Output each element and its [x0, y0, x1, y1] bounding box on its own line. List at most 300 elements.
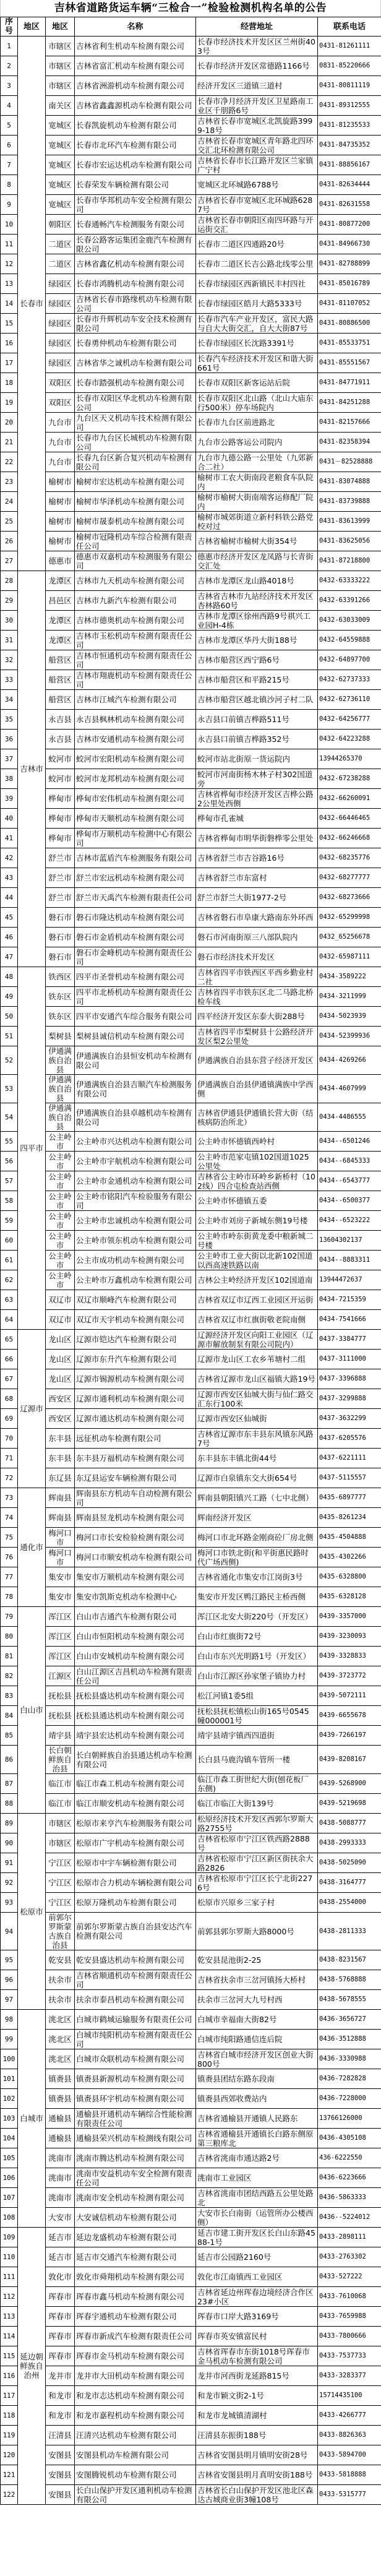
institution-name: 东丰县万福机动车检测有限公司 [75, 1449, 196, 1468]
table-row [1, 1409, 381, 1429]
institution-address: 吉林省舒兰市吉谷路16号 [196, 848, 318, 868]
row-index: 103 [1, 2109, 18, 2129]
institution-address: 吉林省松原市宁江区铁西路2888号 [196, 1833, 318, 1853]
institution-phone: 0433-5894700 [318, 2445, 381, 2465]
institution-address: 蛟河市河南街杨木林子村302国道旁 [196, 769, 318, 789]
institution-address: 松原市兴原乡三家子村 [196, 1893, 318, 1913]
institution-phone: 13766126000 [318, 2109, 381, 2129]
district-cell: 梨树县 [46, 1027, 75, 1046]
row-index: 80 [1, 1627, 18, 1647]
institution-phone: 0435-6328128 [318, 1587, 381, 1607]
district-cell: 通榆县 [46, 2129, 75, 2148]
institution-address: 吉林省辽源市龙山区福镇大路19号 [196, 1369, 318, 1389]
table-row [1, 2426, 381, 2445]
institution-address: 桦甸市孔雀城 [196, 809, 318, 829]
institution-name: 通榆县开通机动车辆综合性能检测有限责任公司 [75, 2109, 196, 2129]
institution-name: 临江市森工机动车检测有限公司 [75, 1774, 196, 1794]
header-phone: 联系电话 [318, 17, 381, 37]
table-row [1, 1774, 381, 1794]
institution-name: 双辽市顺峰汽车检测有限公司 [75, 1290, 196, 1310]
table-row [1, 373, 381, 393]
district-cell: 宽城区 [46, 136, 75, 155]
table-row [1, 2346, 381, 2366]
row-index: 47 [1, 947, 18, 967]
row-index: 96 [1, 1970, 18, 1990]
district-cell: 桦甸市 [46, 809, 75, 829]
institution-phone: 0431-80877200 [318, 215, 381, 235]
institution-address: 松江河镇1委5组 [196, 1686, 318, 1706]
institution-phone: 0439-5219698 [318, 1794, 381, 1814]
district-cell: 宽城区 [46, 195, 75, 215]
institution-phone: 436-6222550 [318, 2148, 381, 2168]
row-index: 82 [1, 1666, 18, 1686]
institution-address: 宽城区北环城路6788号 [196, 175, 318, 195]
institution-name: 长春公路客运集团金鹿汽车检测有限公司 [75, 235, 196, 254]
table-row [1, 1389, 381, 1409]
institution-address: 榆树市榆树大街南端客运修配厂院内 [196, 492, 318, 512]
table-row [1, 1350, 381, 1369]
institution-address: 吉林市龙潭区龙山路4018号 [196, 571, 318, 591]
district-cell: 公主岭市 [46, 1191, 75, 1211]
district-cell: 市辖区 [46, 1814, 75, 1833]
district-cell: 公主岭市 [46, 1251, 75, 1270]
institution-address: 洮南市工业园区 [196, 2168, 318, 2188]
institution-name: 长春市九台区长城机动车检测有限公司 [75, 433, 196, 452]
institution-address: 靖宇县靖宇镇西四道街 [196, 1726, 318, 1746]
row-index: 7 [1, 155, 18, 175]
institution-address: 和龙市龙城镇清湖村 [196, 2406, 318, 2426]
institution-name: 吉林市江城汽车检测有限公司 [75, 690, 196, 710]
institution-phone: 0436-6223666 [318, 2168, 381, 2188]
table-row [1, 155, 381, 175]
institution-name: 汪清兴达机动车检测有限公司 [75, 2426, 196, 2445]
district-cell: 集安市 [46, 1567, 75, 1587]
district-cell: 铁东区 [46, 1007, 75, 1027]
row-index: 10 [1, 215, 18, 235]
institution-phone: 0433-7659988 [318, 2307, 381, 2327]
institution-phone: 0433-5315777 [318, 2485, 381, 2505]
institution-name: 蛟河市龙邦机动车检测有限公司 [75, 769, 196, 789]
institution-address: 公主岭市范家屯镇102国道1025公里处 [196, 1152, 318, 1171]
institution-name: 九台区天义机动车技术检测有限公司 [75, 413, 196, 433]
table-row [1, 433, 381, 452]
table-row [1, 730, 381, 749]
table-row [1, 314, 381, 334]
district-cell: 安图县 [46, 2485, 75, 2505]
row-index: 41 [1, 829, 18, 848]
institution-address: 伊通满族自治县伊通镇满族中学西侧 [196, 1075, 318, 1103]
institution-name: 长春市宏运达机动车检测有限公司 [75, 155, 196, 175]
district-cell: 珲春市 [46, 2307, 75, 2327]
institution-phone: 0436-3330988 [318, 2049, 381, 2069]
institution-phone: 0436-4305108 [318, 2129, 381, 2148]
row-index: 62 [1, 1270, 18, 1290]
row-index: 30 [1, 611, 18, 631]
institution-name: 大安诚信机动车检测有限公司 [75, 2208, 196, 2228]
institution-name: 前郭尔罗斯蒙古族自治县安达汽车检测有限公司 [75, 1913, 196, 1950]
table-row [1, 274, 381, 294]
institution-name: 洮南市安全机动车检测有限公司 [75, 2188, 196, 2208]
institution-name: 松原市来亨汽车检测服务有限公司 [75, 1814, 196, 1833]
institution-name: 松原万隆机动车检测有限公司 [75, 1893, 196, 1913]
district-cell: 宽城区 [46, 155, 75, 175]
table-row [1, 670, 381, 690]
district-cell: 桦甸市 [46, 789, 75, 809]
institution-phone: 0431-88856167 [318, 155, 381, 175]
institution-name: 辽源市锡源机动车检测有限公司 [75, 1369, 196, 1389]
table-row [1, 888, 381, 908]
institution-address: 长春市二道区长吉公路北线零公里 [196, 254, 318, 274]
table-row [1, 1853, 381, 1873]
table-row [1, 611, 381, 631]
institution-address: 辉南县朝阳镇兴工路（七中北侧） [196, 1488, 318, 1508]
row-index: 38 [1, 769, 18, 789]
institution-name: 白山市安城机动车检测有限公司 [75, 1647, 196, 1666]
institution-address: 长春市二道区四通路20号 [196, 235, 318, 254]
institution-phone: 0434-4269266 [318, 1046, 381, 1075]
district-cell: 二道区 [46, 254, 75, 274]
institution-address: 白城市幸福南大街82号 [196, 2010, 318, 2030]
institution-address: 前郭县郭尔罗斯大路8000号 [196, 1913, 318, 1950]
institution-phone: 15714435100 [318, 2386, 381, 2406]
institution-address: 珲春市英安镇富民村 [196, 2327, 318, 2346]
table-header-row [1, 17, 381, 37]
row-index: 88 [1, 1794, 18, 1814]
institution-address: 大安市长白南街（运管所办公楼西侧） [196, 2208, 318, 2228]
institution-name: 蛟河市宏阳机动车检测有限公司 [75, 749, 196, 769]
institution-name: 双辽市天宇机动车检测有限公司 [75, 1310, 196, 1330]
institution-phone: 0435-6328800 [318, 1567, 381, 1587]
institution-phone: 0431-81107052 [318, 294, 381, 314]
institution-name: 长春市升辉机动车安全技术检测有限公司 [75, 314, 196, 334]
institution-name: 吉林市安通机动车检测有限公司 [75, 730, 196, 749]
institution-address: 延吉市建工街开发区长白山东路4588-1号 [196, 2228, 318, 2247]
city-cell: 通化市 [18, 1488, 46, 1607]
table-row [1, 1990, 381, 2010]
institution-address: 长春市绿园区西新镇民丰村四社 [196, 274, 318, 294]
institution-phone: 0432-65987111 [318, 947, 381, 967]
table-row [1, 2327, 381, 2346]
institution-address: 长春市九台区前进路北 [196, 413, 318, 433]
institution-phone: 0435-4504888 [318, 1528, 381, 1548]
district-cell: 镇赉县 [46, 2069, 75, 2089]
institution-phone: 0437-6221111 [318, 1449, 381, 1468]
table-row [1, 1686, 381, 1706]
table-body [1, 37, 381, 2505]
institution-phone: 0437-6205576 [318, 1429, 381, 1449]
institution-phone: 0431-85551567 [318, 353, 381, 373]
row-index: 95 [1, 1950, 18, 1970]
institution-address: 长春汽车经济技术开发区和谐大街661号 [196, 353, 318, 373]
institution-name: 磐石市金盾机动车检测有限公司 [75, 928, 196, 947]
institution-name: 辽源市铠达汽车检测有限公司 [75, 1330, 196, 1350]
row-index: 68 [1, 1389, 18, 1409]
table-row [1, 2366, 381, 2386]
table-row [1, 829, 381, 848]
institution-address: 九台市公路客运公司院内 [196, 433, 318, 452]
institution-name: 公主岭市领东机动车检测有限公司 [75, 1231, 196, 1251]
institution-phone: 0438-3164777 [318, 1873, 381, 1893]
institution-address: 榆树市工农大街南段老粮食车队院内 [196, 472, 318, 492]
table-row [1, 413, 381, 433]
institution-address: 长春市绿园区皓月大路5333号 [196, 294, 318, 314]
table-row [1, 1913, 381, 1950]
district-cell: 集安市 [46, 1587, 75, 1607]
institution-phone: 0831-85220666 [318, 56, 381, 76]
institution-phone: 13604302137 [318, 1231, 381, 1251]
institution-name: 集安市凯斯克机动车检测中心 [75, 1587, 196, 1607]
institution-name: 临江市顺安机动车检测有限公司 [75, 1794, 196, 1814]
institution-phone: 0439-7266197 [318, 1726, 381, 1746]
institution-address: 敦化市江南镇西工业园区 [196, 2267, 318, 2287]
institution-phone: 0434-4607999 [318, 1075, 381, 1103]
district-cell: 浑江区 [46, 1647, 75, 1666]
institution-address: 吉林省延边州珲春边境经济合作区23#小区 [196, 2287, 318, 2307]
institution-name: 吉林省富汇机动车检测有限公司 [75, 56, 196, 76]
row-index: 119 [1, 2426, 18, 2445]
institution-name: 吉林省长春市路缘机动车检测有限公司 [75, 294, 196, 314]
table-row [1, 710, 381, 730]
institution-address: 吉林省桦甸市经济开发区吉桦公路2公里处西侧 [196, 789, 318, 809]
institution-phone: 0431-82634444 [318, 175, 381, 195]
table-row [1, 571, 381, 591]
institution-phone: 0433-5818888 [318, 2465, 381, 2485]
district-cell: 长白朝鲜族自治县 [46, 1746, 75, 1774]
institution-name: 延边龙盛机动车检测有限公司 [75, 2228, 196, 2247]
table-row [1, 294, 381, 314]
row-index: 43 [1, 868, 18, 888]
table-row [1, 512, 381, 532]
district-cell: 永吉县 [46, 710, 75, 730]
row-index: 1 [1, 37, 18, 56]
institution-name: 公主岭市宇航机动车检测有限公司 [75, 1152, 196, 1171]
row-index: 44 [1, 888, 18, 908]
institution-phone: 0432_65256678 [318, 928, 381, 947]
row-index: 48 [1, 967, 18, 987]
institution-name: 吉林市翔鹿机动车检测有限责任公司 [75, 670, 196, 690]
row-index: 66 [1, 1350, 18, 1369]
district-cell: 市辖区 [46, 37, 75, 56]
institution-phone: 0433-3283377 [318, 2366, 381, 2386]
table-row [1, 2069, 381, 2089]
row-index: 111 [1, 2267, 18, 2287]
row-index: 97 [1, 1990, 18, 2010]
institution-phone: 0439-3230093 [318, 1627, 381, 1647]
table-row [1, 492, 381, 512]
district-cell: 龙山区 [46, 1330, 75, 1350]
row-index: 29 [1, 591, 18, 611]
district-cell: 九台市 [46, 452, 75, 472]
institution-phone: 0433-7800666 [318, 2327, 381, 2346]
institution-phone: 0437-3299888 [318, 1389, 381, 1409]
district-cell: 临江市 [46, 1774, 75, 1794]
institution-name: 珲春市鑫马机动车检测有限公司 [75, 2287, 196, 2307]
institution-phone: 0431-89312555 [318, 96, 381, 116]
row-index: 91 [1, 1853, 18, 1873]
city-cell: 白山市 [18, 1607, 46, 1814]
district-cell: 南关区 [46, 96, 75, 116]
district-cell: 船营区 [46, 670, 75, 690]
institution-address: 吉林省长春市宽城区青年路北四环交汇北环检测有限公司 [196, 136, 318, 155]
row-index: 84 [1, 1706, 18, 1726]
district-cell: 公主岭市 [46, 1270, 75, 1290]
table-row [1, 1833, 381, 1853]
district-cell: 伊通满族自治县 [46, 1046, 75, 1075]
row-index: 69 [1, 1409, 18, 1429]
table-row [1, 1794, 381, 1814]
district-cell: 磐石市 [46, 908, 75, 928]
district-cell: 榆树市 [46, 472, 75, 492]
row-index: 12 [1, 254, 18, 274]
institution-phone: 0438-5768888 [318, 1970, 381, 1990]
row-index: 31 [1, 631, 18, 650]
institution-phone: 0438-2811333 [318, 1913, 381, 1950]
institution-name: 公主岭市兴达机动车检测有限公司 [75, 1132, 196, 1152]
institution-phone: 0431-80811119 [318, 76, 381, 96]
institution-name: 吉林省洲游机动车检测有限公司 [75, 76, 196, 96]
institution-phone: 0431-87218800 [318, 551, 381, 571]
row-index: 15 [1, 314, 18, 334]
district-cell: 双辽市 [46, 1290, 75, 1310]
table-row [1, 1666, 381, 1686]
table-row [1, 650, 381, 670]
row-index: 36 [1, 730, 18, 749]
district-cell: 龙潭区 [46, 631, 75, 650]
institution-phone: 0431-82631558 [318, 195, 381, 215]
institution-address: 吉林省四平市铁西区平西乡勤业村二社 [196, 967, 318, 987]
institution-phone: 0435-6897777 [318, 1488, 381, 1508]
institution-phone: 0434-4486555 [318, 1103, 381, 1132]
institution-phone: 0432-64223288 [318, 730, 381, 749]
district-cell: 双阳区 [46, 373, 75, 393]
header-name: 名称 [75, 17, 196, 37]
institution-address: 吉林省双辽市辽西工业园区开运街 [196, 1290, 318, 1310]
district-cell: 双辽市 [46, 1310, 75, 1330]
row-index: 27 [1, 551, 18, 571]
institution-name: 龙井市大田机动车检测有限公司 [75, 2366, 196, 2386]
institution-name: 安图腾锐机动车检测有限公司 [75, 2465, 196, 2485]
institution-address: 松原经济技术开发区西郭尔罗斯大路2755号 [196, 1814, 318, 1833]
institution-phone: 0432-67238288 [318, 769, 381, 789]
institution-name: 白山市恒阳机动车检测有限公司 [75, 1627, 196, 1647]
institution-phone: 0438-2554000 [318, 1893, 381, 1913]
table-row [1, 1746, 381, 1774]
institution-name: 抚松县盛达机动车检测有限公司 [75, 1686, 196, 1706]
institution-name: 乾安县盛达机动车检测有限公司 [75, 1950, 196, 1970]
institution-address: 磐石市河南街原三八部队院内 [196, 928, 318, 947]
institution-phone: 0438-5025090 [318, 1853, 381, 1873]
district-cell: 洮南市 [46, 2188, 75, 2208]
institution-name: 舒兰市天禹汽车检测有限责任公司 [75, 888, 196, 908]
table-row [1, 1251, 381, 1270]
table-row [1, 2485, 381, 2505]
institution-name: 长春凯旋机动车检测有限公司 [75, 116, 196, 136]
institution-name: 榆树市冠隆机动车综合检测有限责任公司 [75, 532, 196, 551]
row-index: 33 [1, 670, 18, 690]
table-row [1, 532, 381, 551]
institution-phone: 0435-4302266 [318, 1548, 381, 1567]
district-cell: 大安市 [46, 2208, 75, 2228]
table-row [1, 947, 381, 967]
row-index: 114 [1, 2327, 18, 2346]
district-cell: 昌邑区 [46, 591, 75, 611]
institution-address: 吉林省通榆县开通镇长白路东侧原第三粮库北 [196, 2129, 318, 2148]
district-cell: 铁西区 [46, 967, 75, 987]
row-index: 94 [1, 1913, 18, 1950]
row-index: 49 [1, 987, 18, 1007]
district-cell: 浑江区 [46, 1627, 75, 1647]
institution-phone: 0437-3111000 [318, 1350, 381, 1369]
institution-address: 白山市红旗街72号 [196, 1627, 318, 1647]
table-row [1, 2228, 381, 2247]
row-index: 58 [1, 1191, 18, 1211]
institution-address: 梅河口市铁北街(和平街惠民路时代广场西侧) [196, 1548, 318, 1567]
institution-address: 长春市汽车产业开发区，富民大路与自大大街交汇，自大大街87号 [196, 314, 318, 334]
district-cell: 东丰县 [46, 1429, 75, 1449]
district-cell: 扶余市 [46, 1970, 75, 1990]
table-row [1, 1231, 381, 1251]
row-index: 78 [1, 1587, 18, 1607]
institution-phone: 13944265370 [318, 749, 381, 769]
institution-phone: 0437-3384777 [318, 1330, 381, 1350]
table-row [1, 2049, 381, 2069]
row-index: 18 [1, 373, 18, 393]
row-index: 4 [1, 96, 18, 116]
institution-name: 长春勇仲机动车检测有限公司 [75, 334, 196, 353]
table-row [1, 1814, 381, 1833]
row-index: 37 [1, 749, 18, 769]
row-index: 92 [1, 1873, 18, 1893]
row-index: 59 [1, 1211, 18, 1231]
district-cell: 安图县 [46, 2465, 75, 2485]
district-cell: 洮南市 [46, 2148, 75, 2168]
district-cell: 蛟河市 [46, 769, 75, 789]
district-cell: 洮北区 [46, 2030, 75, 2049]
institution-name: 伊通满族自治县吉顺汽车检测服务有限公司 [75, 1075, 196, 1103]
institution-name: 舒兰市宏远机动车检测有限公司 [75, 868, 196, 888]
district-cell: 永吉县 [46, 730, 75, 749]
row-index: 113 [1, 2307, 18, 2327]
institution-phone: 0431－82528888 [318, 452, 381, 472]
table-row [1, 1647, 381, 1666]
institution-name: 伊通满族自治县卓越机动车检测有限公司 [75, 1103, 196, 1132]
institution-address: 吉林省白城市经济开发区创业大街800号 [196, 2049, 318, 2069]
institution-address: 吉林省长春市长江路开发区兰家镇广宁村 [196, 155, 318, 175]
row-index: 42 [1, 848, 18, 868]
institution-phone: 0439-3328833 [318, 1647, 381, 1666]
row-index: 117 [1, 2386, 18, 2406]
district-cell: 抚松县 [46, 1686, 75, 1706]
institution-phone: 0439-6655678 [318, 1706, 381, 1726]
institution-phone: 0432-63391266 [318, 591, 381, 611]
row-index: 71 [1, 1449, 18, 1468]
district-cell: 洮南市 [46, 2168, 75, 2188]
district-cell: 汪清县 [46, 2426, 75, 2445]
district-cell: 双阳区 [46, 393, 75, 413]
institution-phone: 0433-4266777 [318, 2406, 381, 2426]
institution-phone: 0431-85533751 [318, 334, 381, 353]
row-index: 112 [1, 2287, 18, 2307]
table-row [1, 2307, 381, 2327]
institution-address: 九台市九德公路一公里处（九郊新合二社） [196, 452, 318, 472]
row-index: 93 [1, 1893, 18, 1913]
row-index: 20 [1, 413, 18, 433]
institution-address: 吉林省伊通县伊通镇长营大街（结核病防治所北） [196, 1103, 318, 1132]
institution-phone: 0433-2898111 [318, 2228, 381, 2247]
district-cell: 德惠市 [46, 551, 75, 571]
row-index: 77 [1, 1567, 18, 1587]
table-row [1, 967, 381, 987]
